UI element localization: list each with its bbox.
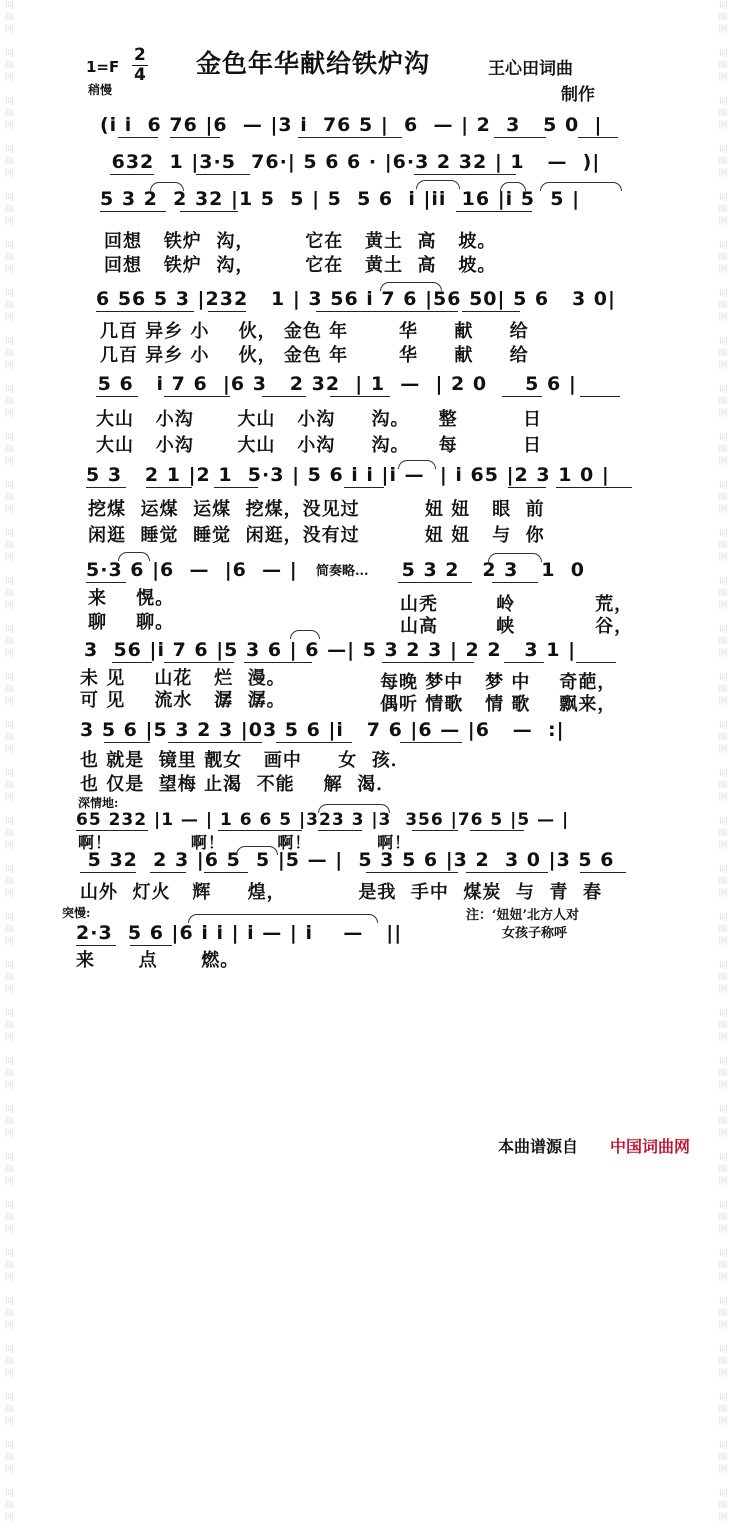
lyric-line-14: 也 仅是 望梅 止渴 不能 解 渴． (80, 774, 396, 795)
score-line-7-tail: 5 3 2 2 3 1 0 (394, 559, 585, 581)
lyric-line-3: 几百 异乡 小 伙， 金色 年 华 献 给 (100, 321, 529, 342)
simplified-score-note: 简奏略... (316, 564, 369, 579)
footer-source-label: 本曲谱源自 (498, 1137, 579, 1156)
watermark-right: 词 曲 网 词 曲 网 词 曲 网 词 曲 网 词 曲 网 词 曲 网 词 曲 网 词 曲 网 词 曲 网 词 曲 网 词 曲 网 词 曲 网 词 曲 网 词 曲 网 词 曲 网 词 曲 网 词 曲 网 词 曲 网 词 曲 网 词 曲 网 词 曲 网 词 曲 网 词 曲 网 词 曲 网 词 曲 网 词 曲 网 词 曲 网 词 曲 网 词 曲 网 词 曲 网 词 曲 网 词 曲 网 (718, 1, 728, 1523)
lyric-line-2: 回想 铁炉 沟， 它在 黄土 高 坡。 (104, 255, 497, 276)
lyric-line-11: 未 见 山花 烂 漫。 (80, 668, 286, 689)
time-signature-bottom: 4 (134, 65, 146, 85)
lyric-line-13: 也 就是 镜里 靓女 画中 女 孩． (80, 750, 410, 771)
song-title: 金色年华献给铁炉沟 (196, 49, 431, 78)
score-line-7: 5·3 6 |6 — |6 — | (86, 559, 298, 581)
watermark-left: 词 曲 网 词 曲 网 词 曲 网 词 曲 网 词 曲 网 词 曲 网 词 曲 网 词 曲 网 词 曲 网 词 曲 网 词 曲 网 词 曲 网 词 曲 网 词 曲 网 词 曲 网 词 曲 网 词 曲 网 词 曲 网 词 曲 网 词 曲 网 词 曲 网 词 曲 网 词 曲 网 词 曲 网 词 曲 网 词 曲 网 词 曲 网 词 曲 网 词 曲 网 词 曲 网 词 曲 网 词 曲 网 (4, 1, 14, 1523)
footnote-line-2: 女孩子称呼 (502, 926, 568, 941)
expression-deep: 深情地: (78, 796, 119, 810)
score-line-4: 6 56 5 3 |232 1 | 3 56 i 7 6 |56 50| 5 6 3 0| (96, 288, 616, 310)
footnote-line-1: 注：‘妞妞’北方人对 (466, 908, 580, 923)
score-line-6: 5 3 2 1 |2 1 5·3 | 5 6 i i |i — | i 65 |2 3 1 0 | (86, 464, 610, 486)
lyric-line-15: 啊！ 啊！ 啊！ 啊！ (78, 833, 412, 852)
made-credit: 制作 (561, 85, 595, 105)
composer-credit: 王心田词曲 (488, 59, 573, 79)
lyric-line-5: 大山 小沟 大山 小沟 沟。 整 日 (96, 409, 542, 430)
score-line-2: 632 1 |3·5 76·| 5 6 6 · |6·3 2 32 | 1 — )| (104, 151, 601, 173)
score-line-1: (i i 6 76 |6 — |3 i 76 5 | 6 — | 2 3 5 0 | (100, 114, 603, 136)
lyric-line-12: 可 见 流水 潺 潺。 (80, 690, 286, 711)
lyric-line-17: 来 点 燃。 (76, 950, 240, 971)
lyric-right-2: 山高 峡 谷， (400, 616, 634, 637)
expression-sudden-slow: 突慢: (62, 906, 91, 920)
score-line-8: 3 56 |i 7 6 |5 3 6 | 6 —| 5 3 2 3 | 2 2 3 1 | (84, 639, 577, 661)
score-line-11: 5 32 2 3 |6 5 5 |5 — | 5 3 5 6 |3 2 3 0 |3 5 6 (80, 849, 615, 871)
score-line-3: 5 3 2 2 32 |1 5 5 | 5 5 6 i |ii 16 |i 5 5 | (100, 188, 581, 210)
lyric-line-10: 聊 聊。 (88, 612, 175, 633)
lyric-right-1: 山秃 岭 荒， (400, 594, 634, 615)
tempo-marking: 稍慢 (88, 83, 113, 97)
lyric-line-6: 大山 小沟 大山 小沟 沟。 每 日 (96, 435, 542, 456)
lyric-right-4: 偶听 情歌 情 歌 飘来， (380, 694, 617, 715)
lyric-line-9: 来 愰。 (88, 588, 175, 609)
lyric-line-7: 挖煤 运煤 运煤 挖煤，没见过 妞 妞 眼 前 (88, 499, 545, 520)
lyric-line-4: 几百 异乡 小 伙， 金色 年 华 献 给 (100, 345, 529, 366)
lyric-right-3: 每晚 梦中 梦 中 奇葩， (380, 672, 617, 693)
footer-site-link[interactable]: 中国词曲网 (610, 1137, 691, 1156)
lyric-line-16: 山外 灯火 辉 煌， 是我 手中 煤炭 与 青 春 (80, 882, 602, 903)
lyric-line-8: 闲逛 睡觉 睡觉 闲逛，没有过 妞 妞 与 你 (88, 525, 545, 546)
time-signature (132, 46, 148, 85)
key-signature: 1=F (86, 58, 120, 76)
time-signature-top: 2 (134, 45, 146, 65)
score-line-9: 3 5 6 |5 3 2 3 |03 5 6 |i 7 6 |6 — |6 — :| (80, 719, 565, 741)
footnote (466, 907, 579, 943)
score-line-10: 65 232 |1 — | 1 6 6 5 |323 3 |3 356 |76 5 |5 — | (76, 810, 570, 830)
score-line-5: 5 6 i 7 6 |6 3 2 32 | 1 — | 2 0 5 6 | (90, 373, 577, 395)
lyric-line-1: 回想 铁炉 沟， 它在 黄土 高 坡。 (104, 231, 497, 252)
score-line-12: 2·3 5 6 |6 i i | i — | i — || (76, 922, 403, 944)
